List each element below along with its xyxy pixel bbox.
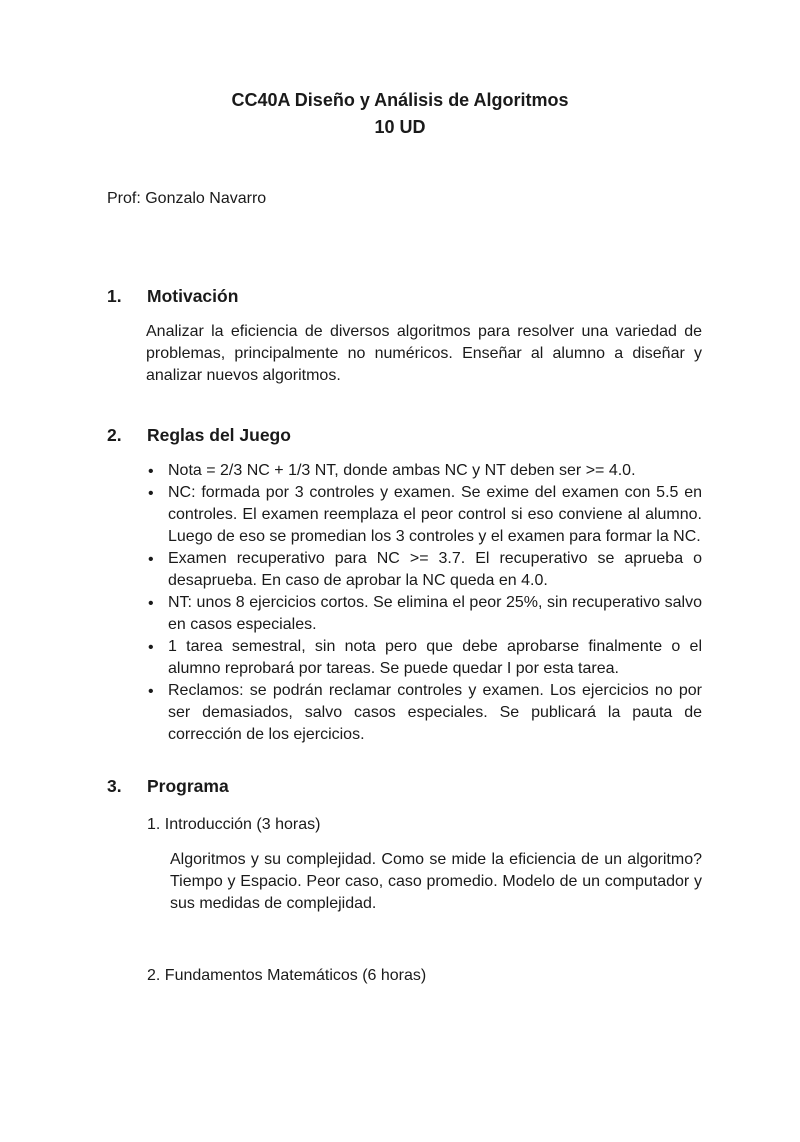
list-item: • NT: unos 8 ejercicios cortos. Se elimina el peor 25%, sin recuperativo salvo en casos especiales.: [146, 592, 702, 636]
document-title: [0, 87, 800, 141]
programa-item-heading: 1. Introducción (3 horas): [147, 816, 321, 833]
programa-item-heading: 2. Fundamentos Matemáticos (6 horas): [147, 967, 427, 984]
list-item: • NC: formada por 3 controles y examen. Se exime del examen con 5.5 en controles. El examen reemplaza el peor control si eso conviene al alumno. Luego de eso se promedian los 3 controles y el examen para formar la NC.: [146, 482, 702, 548]
list-item: • Nota = 2/3 NC + 1/3 NT, donde ambas NC y NT deben ser >= 4.0.: [146, 460, 702, 482]
section-title-reglas: Reglas del Juego: [147, 425, 291, 445]
section-title-motivacion: Motivación: [147, 286, 239, 306]
motivacion-paragraph: Analizar la eficiencia de diversos algoritmos para resolver una variedad de problemas, principalmente no numéricos. Enseñar al alumno a diseñar y analizar nuevos algoritmos.: [146, 323, 702, 384]
course-units: 10 UD: [374, 117, 426, 137]
list-item: • Examen recuperativo para NC >= 3.7. El recuperativo se aprueba o desaprueba. En caso de aprobar la NC queda en 4.0.: [146, 548, 702, 592]
list-item: • Reclamos: se podrán reclamar controles y examen. Los ejercicios no por ser demasiados, salvo casos especiales. Se publicará la pauta de corrección de los ejercicios.: [146, 680, 702, 746]
reglas-list: [146, 460, 702, 746]
programa-item-text: Algoritmos y su complejidad. Como se mide la eficiencia de un algoritmo? Tiempo y Espacio. Peor caso, caso promedio. Modelo de un computador y sus medidas de complejidad.: [170, 851, 702, 912]
professor-line: Prof: Gonzalo Navarro: [107, 190, 267, 207]
section-number-3: 3.: [107, 776, 122, 796]
list-item: • 1 tarea semestral, sin nota pero que debe aprobarse finalmente o el alumno reprobará por tareas. Se puede quedar I por esta tarea.: [146, 636, 702, 680]
course-title: CC40A Diseño y Análisis de Algoritmos: [231, 90, 569, 110]
section-number-1: 1.: [107, 286, 122, 306]
section-title-programa: Programa: [147, 776, 229, 796]
section-number-2: 2.: [107, 425, 122, 445]
